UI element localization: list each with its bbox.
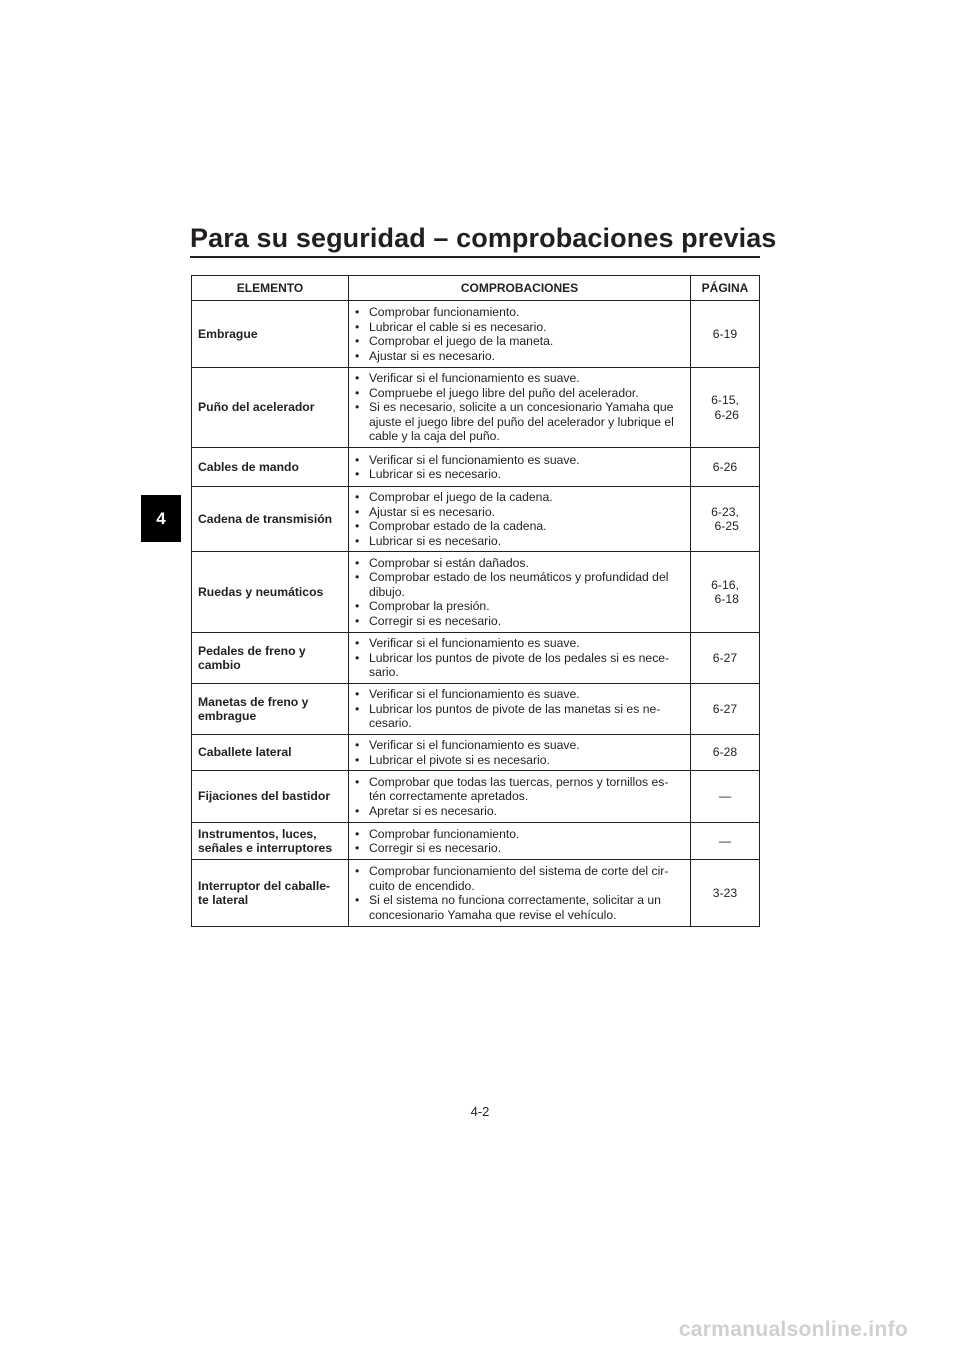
check-item: • Comprobar estado de los neumáticos y profundidad del dibujo.	[355, 570, 684, 599]
table-row	[192, 823, 760, 860]
check-item: • Si el sistema no funciona correctamente, solicitar a un concesionario Yamaha que revise el vehículo.	[355, 893, 684, 922]
check-item: • Lubricar si es necesario.	[355, 467, 684, 482]
check-item: • Comprobar el juego de la maneta.	[355, 334, 684, 349]
page-reference: 6-27	[712, 650, 738, 665]
title-rule	[190, 256, 760, 258]
checks-cell	[349, 684, 691, 735]
column-header-item: ELEMENTO	[192, 276, 349, 301]
page-cell	[691, 552, 760, 633]
check-item: • Lubricar los puntos de pivote de los pedales si es nece- sario.	[355, 651, 684, 680]
page-reference: 6-19	[712, 326, 738, 341]
checks-list	[355, 490, 684, 548]
item-cell: Ruedas y neumáticos	[192, 552, 349, 633]
check-item: • Lubricar los puntos de pivote de las manetas si es ne- cesario.	[355, 702, 684, 731]
item-cell: Embrague	[192, 301, 349, 368]
checks-cell	[349, 552, 691, 633]
check-item: • Verificar si el funcionamiento es suave.	[355, 636, 684, 651]
page-cell	[691, 735, 760, 771]
check-item: • Comprobar la presión.	[355, 599, 684, 614]
page-reference: 6-27	[712, 701, 738, 716]
check-item: • Comprobar si están dañados.	[355, 556, 684, 571]
checks-list	[355, 556, 684, 629]
checks-cell	[349, 368, 691, 448]
table-row	[192, 368, 760, 448]
checks-cell	[349, 301, 691, 368]
checks-cell	[349, 735, 691, 771]
item-cell: Interruptor del caballe- te lateral	[192, 860, 349, 927]
item-cell: Cadena de transmisión	[192, 487, 349, 552]
check-item: • Verificar si el funcionamiento es suave.	[355, 738, 684, 753]
checks-cell	[349, 633, 691, 684]
page-reference: —	[718, 789, 732, 804]
table-header-row	[192, 276, 760, 301]
checks-list	[355, 453, 684, 482]
checks-cell	[349, 448, 691, 487]
page-reference: —	[718, 833, 732, 848]
page-reference: 6-16, 6-18	[711, 577, 739, 606]
check-item: • Comprobar el juego de la cadena.	[355, 490, 684, 505]
checks-list	[355, 687, 684, 731]
check-item: • Comprobar funcionamiento.	[355, 305, 684, 320]
table-row	[192, 487, 760, 552]
check-item: • Comprobar funcionamiento del sistema de corte del cir- cuito de encendido.	[355, 864, 684, 893]
page-cell	[691, 448, 760, 487]
check-item: • Lubricar el cable si es necesario.	[355, 320, 684, 335]
page-cell	[691, 823, 760, 860]
check-item: • Verificar si el funcionamiento es suave.	[355, 371, 684, 386]
check-item: • Apretar si es necesario.	[355, 804, 684, 819]
page-reference: 6-15, 6-26	[711, 393, 739, 422]
page-cell	[691, 487, 760, 552]
page-cell	[691, 860, 760, 927]
table-row	[192, 633, 760, 684]
item-cell: Pedales de freno y cambio	[192, 633, 349, 684]
page-reference: 6-23, 6-25	[711, 504, 739, 533]
check-item: • Verificar si el funcionamiento es suave.	[355, 687, 684, 702]
page-cell	[691, 633, 760, 684]
check-item: • Lubricar si es necesario.	[355, 534, 684, 549]
check-item: • Corregir si es necesario.	[355, 841, 684, 856]
chapter-tab: 4	[141, 495, 181, 542]
check-item: • Comprobar funcionamiento.	[355, 827, 684, 842]
column-header-page: PÁGINA	[691, 276, 760, 301]
check-item: • Ajustar si es necesario.	[355, 505, 684, 520]
item-cell: Instrumentos, luces, señales e interruptores	[192, 823, 349, 860]
page-cell	[691, 368, 760, 448]
page-cell	[691, 771, 760, 823]
check-item: • Ajustar si es necesario.	[355, 349, 684, 364]
checks-cell	[349, 860, 691, 927]
check-item: • Comprobar que todas las tuercas, pernos y tornillos es- tén correctamente apretados.	[355, 775, 684, 804]
table-row	[192, 684, 760, 735]
check-item: • Compruebe el juego libre del puño del acelerador.	[355, 386, 684, 401]
checks-list	[355, 305, 684, 363]
checks-list	[355, 827, 684, 856]
page-reference: 6-28	[712, 745, 738, 760]
item-cell: Puño del acelerador	[192, 368, 349, 448]
table-body	[192, 301, 760, 927]
table-row	[192, 448, 760, 487]
page-reference: 3-23	[712, 885, 738, 900]
checks-list	[355, 636, 684, 680]
item-cell: Manetas de freno y embrague	[192, 684, 349, 735]
page-title: Para su seguridad – comprobaciones previas	[190, 223, 777, 253]
checks-cell	[349, 487, 691, 552]
page-cell	[691, 684, 760, 735]
checks-list	[355, 775, 684, 819]
check-item: • Si es necesario, solicite a un concesionario Yamaha que ajuste el juego libre del puño del acelerador y lubrique el cable y la caja del puño.	[355, 400, 684, 444]
check-item: • Verificar si el funcionamiento es suave.	[355, 453, 684, 468]
checks-list	[355, 864, 684, 922]
check-item: • Lubricar el pivote si es necesario.	[355, 753, 684, 768]
check-item: • Corregir si es necesario.	[355, 614, 684, 629]
page-cell	[691, 301, 760, 368]
item-cell: Caballete lateral	[192, 735, 349, 771]
watermark: carmanualsonline.info	[678, 1318, 908, 1341]
checks-cell	[349, 771, 691, 823]
item-cell: Fijaciones del bastidor	[192, 771, 349, 823]
pre-operation-checks-table	[191, 275, 760, 927]
column-header-checks: COMPROBACIONES	[349, 276, 691, 301]
check-item: • Comprobar estado de la cadena.	[355, 519, 684, 534]
table-row	[192, 771, 760, 823]
table-row	[192, 301, 760, 368]
checks-list	[355, 738, 684, 767]
table-row	[192, 552, 760, 633]
checks-list	[355, 371, 684, 444]
checks-cell	[349, 823, 691, 860]
table-row	[192, 860, 760, 927]
page-reference: 6-26	[712, 459, 738, 474]
item-cell: Cables de mando	[192, 448, 349, 487]
page-number: 4-2	[470, 1104, 490, 1119]
table-row	[192, 735, 760, 771]
